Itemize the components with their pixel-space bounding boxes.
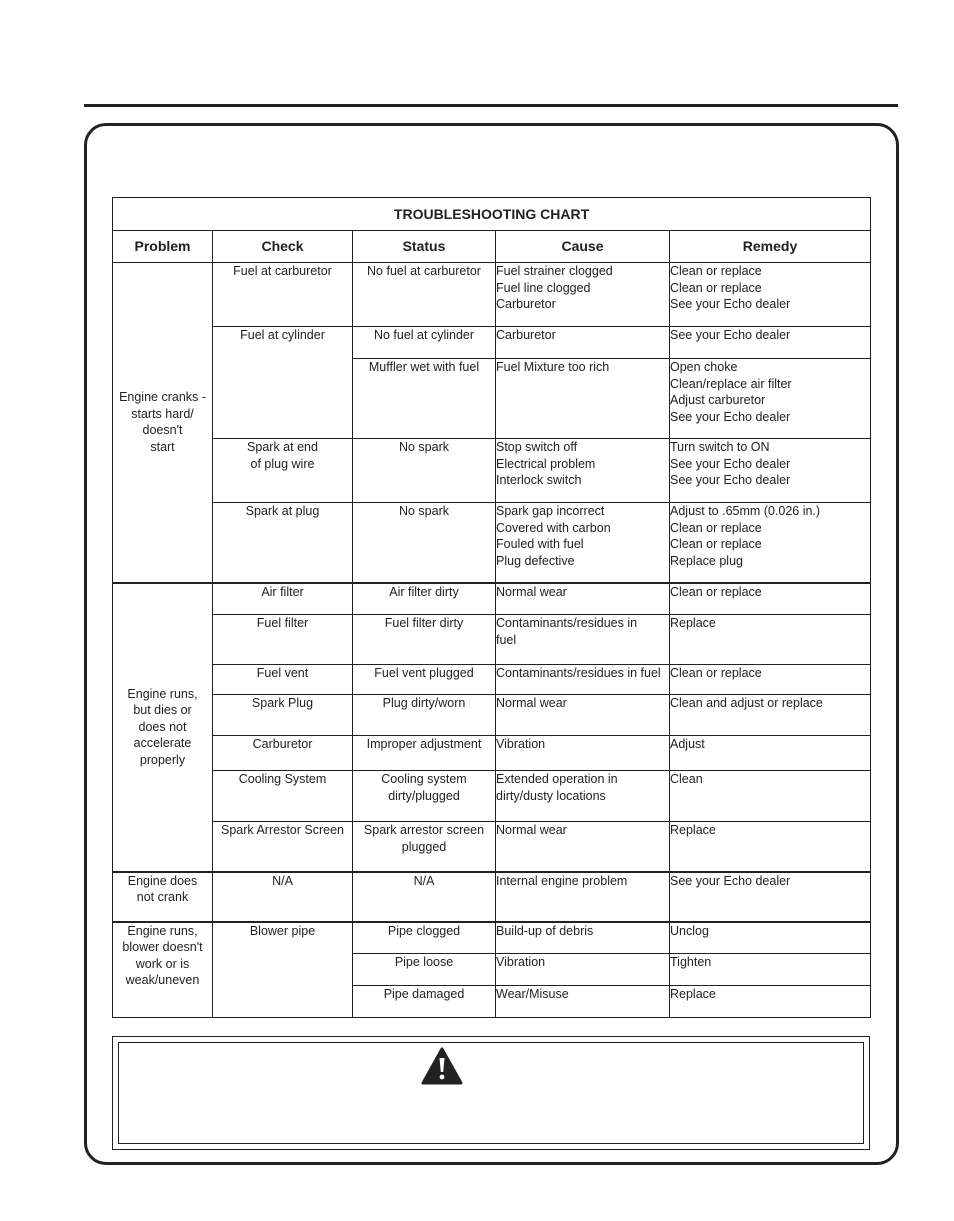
text-line: Air filter [261,584,304,599]
text-line: dirty/plugged [388,788,460,803]
cause-cell [496,583,670,615]
text-line: plugged [401,839,447,854]
check-cell [213,822,353,872]
text-line: Pipe loose [394,955,454,969]
text-line: Fuel at carburetor [233,264,332,278]
status-cell [353,954,496,986]
remedy-cell [670,736,871,771]
text-line: Cooling system [381,772,467,786]
text-line: N/A [272,873,293,888]
text-line: accelerate [133,736,192,751]
text-line: Fuel at cylinder [240,328,325,342]
text-line: Turn switch to ON [670,440,770,454]
text-line: Clean or replace [670,537,762,551]
check-cell [213,771,353,822]
check-cell [213,583,353,615]
check-cell [213,665,353,695]
text-line: work or is [135,956,190,971]
status-cell [353,439,496,503]
text-line: Engine does [127,873,198,888]
cause-cell [496,439,670,503]
text-line: Carburetor [496,297,556,311]
cause-cell [496,872,670,922]
text-line: No spark [398,504,450,518]
warning-triangle-icon [421,1047,463,1085]
text-line: Normal wear [496,584,567,599]
status-cell [353,263,496,327]
text-line: Plug dirty/worn [382,696,466,710]
check-cell [213,922,353,1018]
status-cell [353,615,496,665]
text-line: Blower pipe [249,923,316,938]
check-cell [213,503,353,583]
header-cause: Cause [496,231,670,263]
text-line: See your Echo dealer [670,456,791,471]
text-line: Carburetor [496,328,556,342]
text-line: doesn't [142,423,183,438]
text-line: Covered with carbon [496,520,611,535]
text-line: not crank [136,890,189,904]
cause-cell [496,771,670,822]
text-line: but dies or [133,703,192,718]
text-line: Replace [670,823,716,837]
text-line: Replace [670,616,716,630]
remedy-cell [670,872,871,922]
status-cell [353,922,496,954]
problem-cell [113,922,213,1018]
problem-cell [113,872,213,922]
status-cell [353,986,496,1018]
text-line: Normal wear [496,823,567,837]
text-line: Spark at end [247,440,318,454]
warning-box [112,1036,870,1150]
text-line: properly [139,752,186,767]
text-line: Tighten [670,955,712,969]
remedy-cell [670,771,871,822]
text-line: Carburetor [252,737,313,751]
text-line: Replace [670,987,716,1001]
text-line: Clean or replace [670,264,762,278]
status-cell [353,872,496,922]
text-line: N/A [413,873,435,888]
text-line: Spark gap incorrect [496,504,605,518]
warning-box-inner [118,1042,864,1144]
text-line: Contaminants/residues in [496,616,638,630]
status-cell [353,695,496,736]
cause-cell [496,263,670,327]
check-cell [213,736,353,771]
text-line: Adjust carburetor [670,393,766,407]
cause-cell [496,359,670,439]
text-line: Pipe clogged [387,923,461,938]
problem-cell [113,583,213,872]
text-line: Extended operation in [496,772,618,786]
remedy-cell [670,439,871,503]
text-line: Unclog [670,923,709,938]
cause-cell [496,954,670,986]
status-cell [353,359,496,439]
check-cell [213,327,353,439]
cause-cell [496,503,670,583]
text-line: Improper adjustment [366,737,482,751]
text-line: blower doesn't [122,940,203,954]
text-line: Clean or replace [670,666,762,680]
header-remedy: Remedy [670,231,871,263]
text-line: Clean or replace [670,280,762,295]
remedy-cell [670,822,871,872]
remedy-cell [670,986,871,1018]
text-line: does not [138,719,187,734]
text-line: Vibration [496,955,546,969]
text-line: Cooling System [238,772,327,786]
check-cell [213,439,353,503]
text-line: Fuel strainer clogged [496,264,613,278]
text-line: No fuel at carburetor [367,264,481,278]
text-line: Replace plug [670,553,743,568]
text-line: Air filter dirty [389,584,459,599]
text-line: See your Echo dealer [670,873,791,888]
text-line: Wear/Misuse [496,987,569,1001]
check-cell [213,695,353,736]
text-line: Vibration [496,737,546,751]
text-line: Engine cranks - [119,390,206,405]
status-cell [353,503,496,583]
text-line: Interlock switch [496,473,582,487]
status-cell [353,771,496,822]
text-line: weak/uneven [125,973,200,987]
remedy-cell [670,695,871,736]
header-check: Check [213,231,353,263]
cause-cell [496,327,670,359]
top-rule [84,104,898,107]
text-line: Fuel vent [256,666,309,680]
header-problem: Problem [113,231,213,263]
text-line: Adjust to .65mm (0.026 in.) [670,504,821,518]
text-line: Fuel filter [256,616,309,630]
text-line: Spark Arrestor Screen [221,823,344,837]
text-line: of plug wire [250,456,315,471]
text-line: Contaminants/residues in fuel [496,666,661,680]
text-line: dirty/dusty locations [496,788,606,803]
cause-cell [496,986,670,1018]
status-cell [353,327,496,359]
text-line: No fuel at cylinder [373,328,475,342]
text-line: Clean or replace [670,520,762,535]
troubleshooting-chart [112,197,871,1018]
text-line: Fuel filter dirty [384,616,464,630]
text-line: Pipe damaged [383,987,465,1001]
status-cell [353,736,496,771]
text-line: Fuel Mixture too rich [496,360,610,374]
text-line: Plug defective [496,553,575,568]
status-cell [353,583,496,615]
text-line: Clean or replace [670,584,762,599]
text-line: Fuel vent plugged [374,666,474,680]
text-line: start [150,439,175,454]
remedy-cell [670,954,871,986]
text-line: Electrical problem [496,456,596,471]
text-line: See your Echo dealer [670,473,791,487]
text-line: Clean/replace air filter [670,376,792,391]
text-line: Spark Plug [251,696,314,710]
cause-cell [496,822,670,872]
text-line: Clean [670,772,703,786]
text-line: Fuel line clogged [496,280,591,295]
remedy-cell [670,263,871,327]
header-status: Status [353,231,496,263]
text-line: fuel [496,632,517,647]
remedy-cell [670,583,871,615]
text-line: Stop switch off [496,440,578,454]
remedy-cell [670,922,871,954]
text-line: See your Echo dealer [670,297,791,311]
check-cell [213,615,353,665]
text-line: Internal engine problem [496,873,628,888]
text-line: Fouled with fuel [496,537,584,551]
cause-cell [496,615,670,665]
chart-title: TROUBLESHOOTING CHART [113,198,871,231]
text-line: No spark [398,440,450,454]
text-line: Build-up of debris [496,923,594,938]
text-line: Spark at plug [245,504,320,518]
text-line: See your Echo dealer [670,409,791,424]
status-cell [353,822,496,872]
text-line: Clean and adjust or replace [670,696,823,710]
text-line: See your Echo dealer [670,328,791,342]
remedy-cell [670,503,871,583]
status-cell [353,665,496,695]
remedy-cell [670,615,871,665]
check-cell [213,263,353,327]
text-line: starts hard/ [131,406,194,421]
remedy-cell [670,327,871,359]
problem-cell [113,263,213,583]
cause-cell [496,695,670,736]
text-line: Muffler wet with fuel [368,360,480,374]
text-line: Engine runs, [127,923,198,938]
text-line: Adjust [670,737,705,751]
text-line: Normal wear [496,696,567,710]
text-line: Engine runs, [127,686,198,701]
cause-cell [496,922,670,954]
text-line: Open choke [670,360,738,374]
cause-cell [496,736,670,771]
remedy-cell [670,359,871,439]
remedy-cell [670,665,871,695]
check-cell [213,872,353,922]
cause-cell [496,665,670,695]
text-line: Spark arrestor screen [363,823,485,837]
